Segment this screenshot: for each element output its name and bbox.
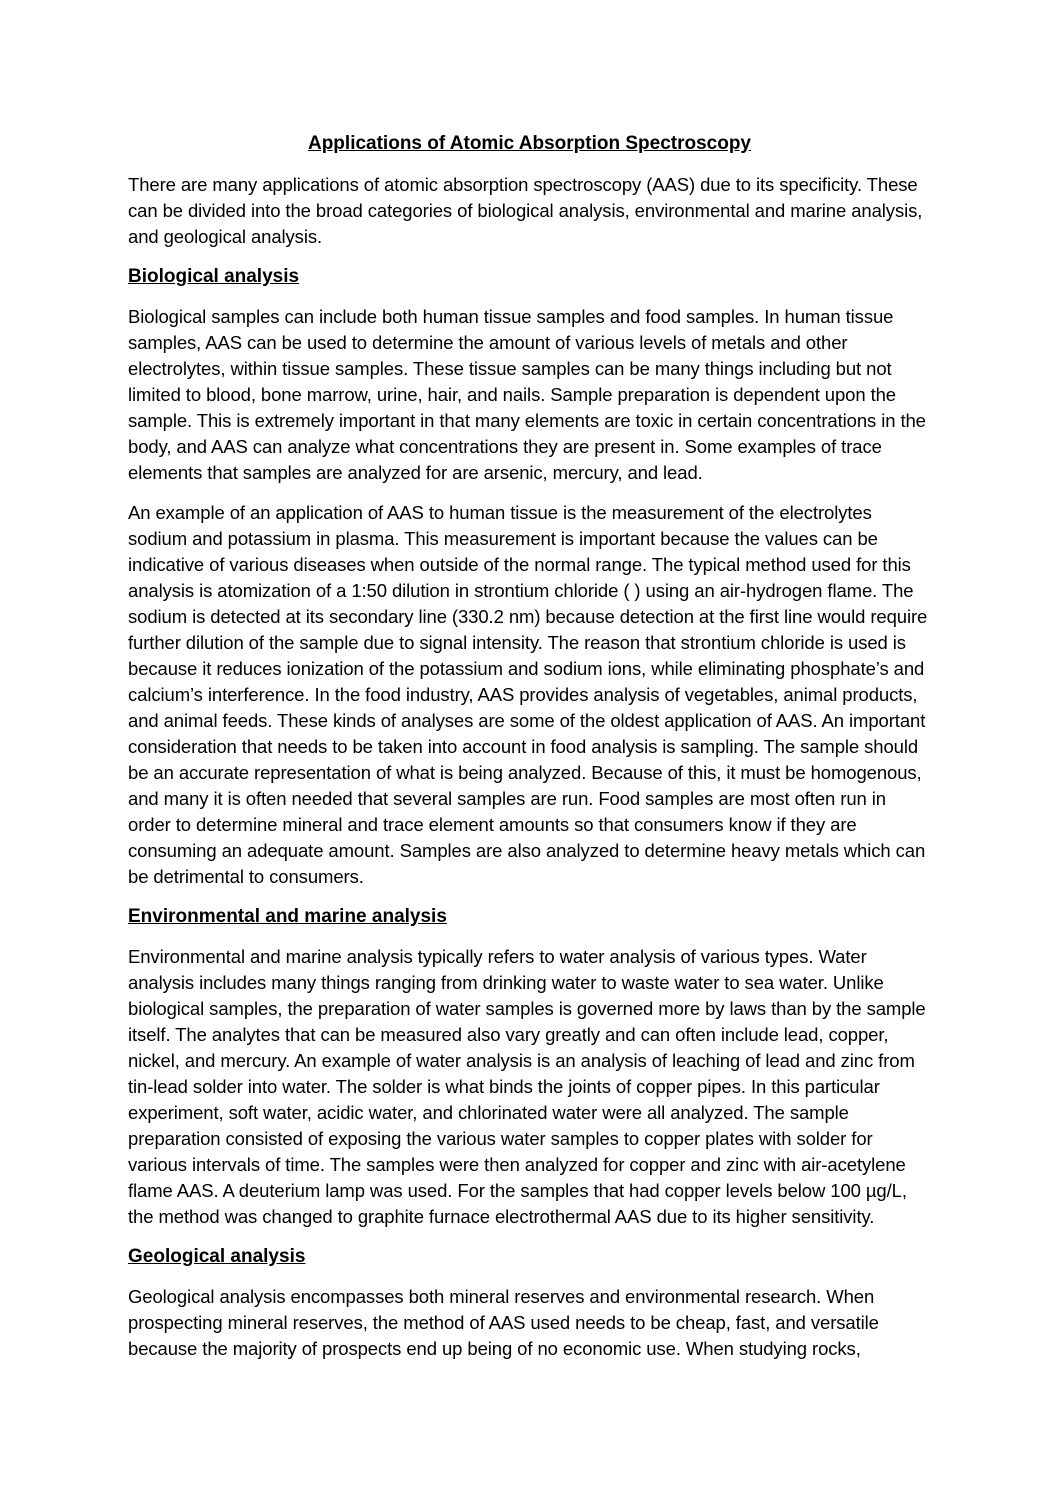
section-heading-biological-analysis: Biological analysis — [128, 266, 300, 287]
environmental-paragraph-1: Environmental and marine analysis typically refers to water analysis of various types. Water analysis includes many things ranging from drinking water to waste water to sea water. Unlike biological samples, the preparation of water samples is governed more by laws than by the sample itself. The analytes that can be measured also vary greatly and can often include lead, copper, nickel, and mercury. An example of water analysis is an analysis of leaching of lead and zinc from tin-lead solder into water. The solder is what binds the joints of copper pipes. In this particular experiment, soft water, acidic water, and chlorinated water were all analyzed. The sample preparation consisted of exposing the various water samples to copper plates with solder for various intervals of time. The samples were then analyzed for copper and zinc with air-acetylene flame AAS. A deuterium lamp was used. For the samples that had copper levels below 100 µg/L, the method was changed to graphite furnace electrothermal AAS due to its higher sensitivity. — [128, 946, 926, 1227]
section-heading-environmental-marine-analysis: Environmental and marine analysis — [128, 906, 447, 927]
biological-paragraph-2: An example of an application of AAS to human tissue is the measurement of the electrolytes sodium and potassium in plasma. This measurement is important because the values can be indicative of various diseases when outside of the normal range. The typical method used for this analysis is atomization of a 1:50 dilution in strontium chloride ( ) using an air-hydrogen flame. The sodium is detected at its secondary line (330.2 nm) because detection at the first line would require further dilution of the sample due to signal intensity. The reason that strontium chloride is used is because it reduces ionization of the potassium and sodium ions, while eliminating phosphate’s and calcium’s interference. In the food industry, AAS provides analysis of vegetables, animal products, and animal feeds. These kinds of analyses are some of the oldest application of AAS. An important consideration that needs to be taken into account in food analysis is sampling. The sample should be an accurate representation of what is being analyzed. Because of this, it must be homogenous, and many it is often needed that several samples are run. Food samples are most often run in order to determine mineral and trace element amounts so that consumers know if they are consuming an adequate amount. Samples are also analyzed to determine heavy metals which can be detrimental to consumers. — [128, 502, 928, 887]
document-title: Applications of Atomic Absorption Spectroscopy — [307, 133, 751, 154]
intro-paragraph: There are many applications of atomic absorption spectroscopy (AAS) due to its specificity. These can be divided into the broad categories of biological analysis, environmental and marine analysis, and geological analysis. — [128, 174, 923, 247]
biological-paragraph-1: Biological samples can include both human tissue samples and food samples. In human tissue samples, AAS can be used to determine the amount of various levels of metals and other electrolytes, within tissue samples. These tissue samples can be many things including but not limited to blood, bone marrow, urine, hair, and nails. Sample preparation is dependent upon the sample. This is extremely important in that many elements are toxic in certain concentrations in the body, and AAS can analyze what concentrations they are present in. Some examples of trace elements that samples are analyzed for are arsenic, mercury, and lead. — [128, 306, 926, 483]
section-heading-geological-analysis: Geological analysis — [128, 1246, 306, 1267]
geological-paragraph-1: Geological analysis encompasses both mineral reserves and environmental research. When prospecting mineral reserves, the method of AAS used needs to be cheap, fast, and versatile because the majority of prospects end up being of no economic use. When studying rocks, — [128, 1286, 879, 1359]
